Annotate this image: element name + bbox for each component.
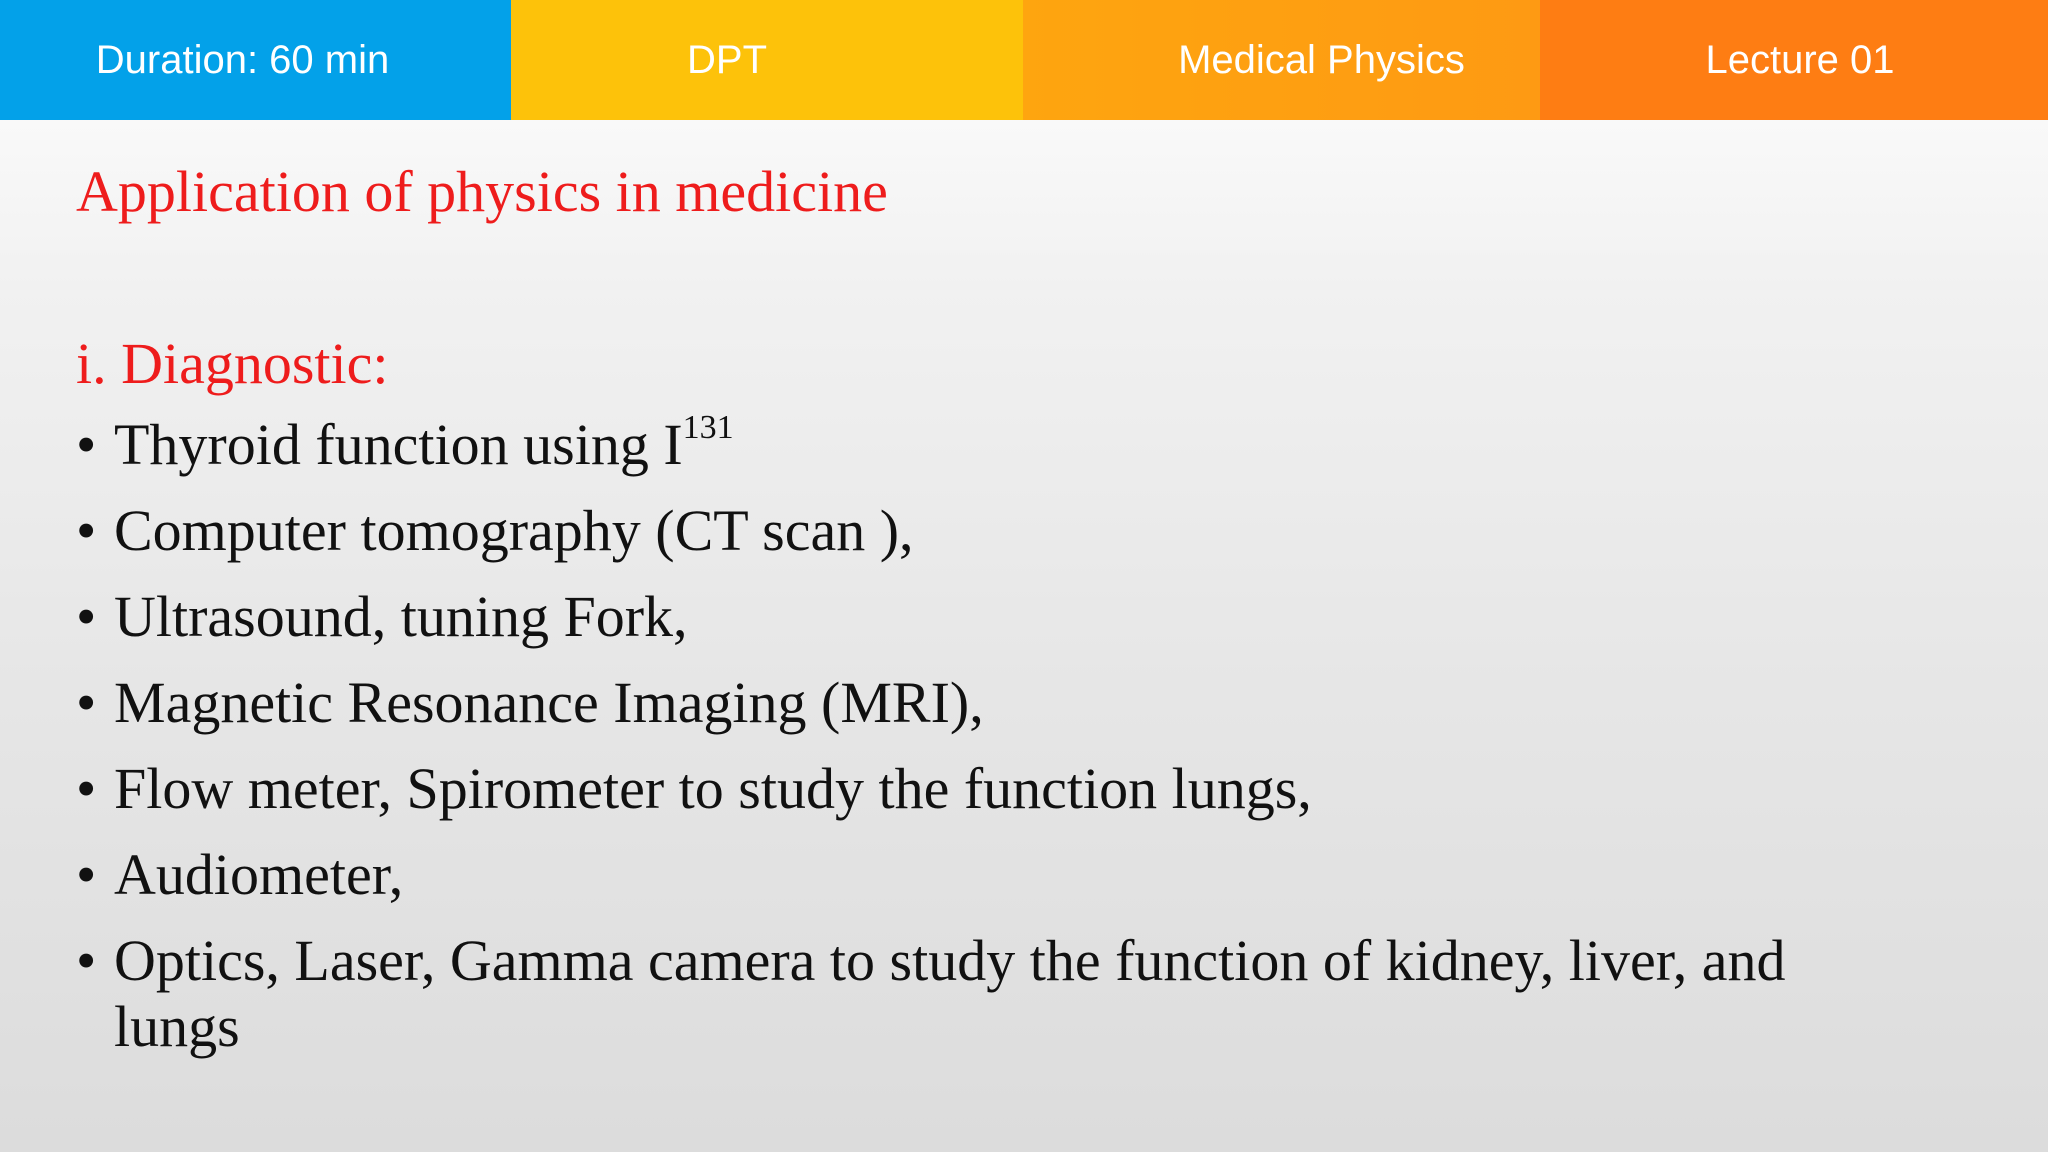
bullet-icon: •: [76, 412, 97, 477]
list-item-text: Computer tomography (CT scan ),: [114, 498, 914, 563]
bullet-icon: •: [76, 842, 97, 907]
list-item-text: Flow meter, Spirometer to study the function lungs,: [114, 756, 1312, 821]
bullet-icon: •: [76, 928, 97, 993]
section-heading-diagnostic: i. Diagnostic:: [76, 331, 389, 396]
header-program: DPT: [511, 0, 1023, 120]
superscript-isotope-number: 131: [682, 408, 734, 446]
list-item: [76, 584, 1976, 650]
header-bar: [0, 0, 2048, 120]
header-lecture: Lecture 01: [1540, 0, 2048, 120]
list-item: [76, 928, 1894, 1060]
list-item-text: Audiometer,: [114, 842, 404, 907]
list-item: [76, 842, 1976, 908]
list-item: [76, 670, 1976, 736]
header-course: Medical Physics: [1023, 0, 1540, 120]
bullet-icon: •: [76, 584, 97, 649]
list-item-text: Optics, Laser, Gamma camera to study the function of kidney, liver, and lungs: [114, 928, 1786, 1059]
diagnostic-bullet-list: [76, 408, 1976, 1080]
header-duration: Duration: 60 min: [0, 0, 511, 120]
list-item-text: Magnetic Resonance Imaging (MRI),: [114, 670, 984, 735]
list-item: [76, 408, 1976, 478]
list-item-text: Ultrasound, tuning Fork,: [114, 584, 688, 649]
bullet-icon: •: [76, 756, 97, 821]
list-item-text: Thyroid function using I: [114, 412, 683, 477]
slide-title: Application of physics in medicine: [76, 159, 888, 224]
bullet-icon: •: [76, 670, 97, 735]
list-item: [76, 498, 1976, 564]
bullet-icon: •: [76, 498, 97, 563]
list-item: [76, 756, 1976, 822]
